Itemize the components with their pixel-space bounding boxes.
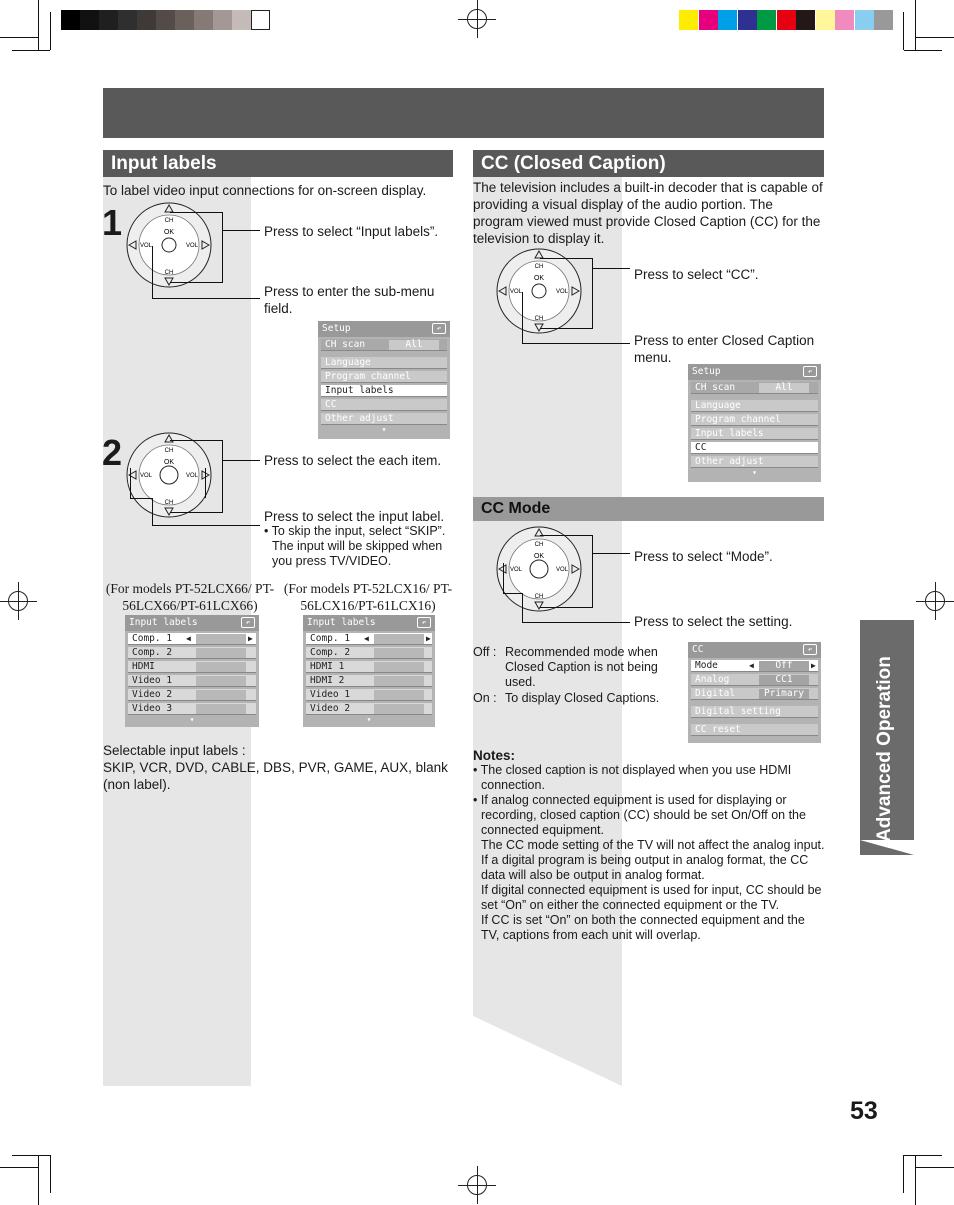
cc-intro: The television includes a built-in decoder that is capable of providing a visual display of the audio portion. The program viewed must provide Closed Caption (CC) for the television to display it. (473, 180, 823, 246)
callout-select-input-labels: Press to select “Input labels”. (264, 224, 439, 239)
crop-mark (50, 1155, 51, 1193)
callout-enter-submenu: Press to enter the sub-menu field. (264, 284, 435, 316)
right-arrow-icon: ▶ (248, 634, 253, 643)
crop-mark (0, 37, 38, 38)
return-icon: ↶ (803, 366, 817, 377)
grayscale-swatch (213, 10, 232, 30)
crop-mark (904, 1155, 942, 1156)
remote-dpad[interactable] (494, 246, 584, 336)
setup-menu-cc: Setup ↶ CH scan All Language Program channel Input labels CC Other adjust ▾ (688, 364, 821, 482)
grayscale-swatch (232, 10, 251, 30)
grayscale-swatch (118, 10, 137, 30)
menu-row-digital[interactable]: Digital Primary (691, 688, 818, 700)
menu-row[interactable]: Language (691, 400, 818, 412)
svg-text:VOL: VOL (139, 473, 153, 479)
svg-text:CH: CH (534, 594, 544, 600)
step-number: 2 (102, 432, 123, 473)
crop-mark (915, 1155, 916, 1205)
return-icon: ↶ (432, 323, 446, 334)
on-description: To display Closed Captions. (505, 691, 660, 705)
menu-row[interactable]: CC (691, 442, 818, 454)
color-swatch (777, 10, 796, 30)
input-label-row[interactable]: Comp. 2 (128, 647, 256, 659)
on-label: On : (473, 691, 497, 705)
svg-text:CH: CH (534, 264, 544, 270)
menu-row[interactable]: Program channel (691, 414, 818, 426)
setup-menu (318, 321, 450, 439)
menu-title: Setup (322, 323, 351, 334)
left-arrow-icon: ◀ (186, 634, 191, 643)
crop-mark (0, 1167, 38, 1168)
notes-list (473, 763, 825, 943)
section-tab (860, 620, 914, 855)
input-labels-menu-left: Input labels ↶ Comp. 1 ◀ ▶ Comp. 2 HDMI Video 1 Video 2 Video 3 ▾ (125, 615, 259, 727)
remote-dpad[interactable] (124, 200, 214, 290)
crop-mark (904, 50, 942, 51)
note-item: If digital connected equipment is used for input, CC should be set “On” on either the connected equipment or the TV. (481, 883, 822, 912)
svg-text:VOL: VOL (185, 473, 199, 479)
remote-dpad[interactable] (124, 430, 214, 520)
note-item: • If analog connected equipment is used for displaying or recording, closed caption (CC) should be set On/Off on the connected equipment. (473, 793, 806, 837)
cc-menu: CC ↶ Mode ◀ Off ▶ Analog CC1 Digital Primary Digital setting CC reset (688, 642, 821, 743)
menu-row-digital-setting[interactable]: Digital setting (691, 706, 818, 718)
menu-row[interactable]: Program channel (321, 371, 447, 383)
input-label-row[interactable]: Video 1 (306, 689, 432, 701)
note-item: The CC mode setting of the TV will not affect the analog input. (481, 838, 825, 852)
input-label-row[interactable]: Video 2 (128, 689, 256, 701)
input-label-row[interactable]: HDMI 2 (306, 675, 432, 687)
crop-mark (916, 1167, 954, 1168)
menu-row-ch-scan[interactable]: CH scan All (691, 382, 818, 394)
crop-mark (38, 0, 39, 50)
callout-select-each-item: Press to select the each item. (264, 453, 442, 468)
color-swatch (699, 10, 718, 30)
crop-mark (916, 37, 954, 38)
registration-mark (925, 591, 945, 611)
svg-text:OK: OK (533, 275, 545, 282)
menu-row-mode[interactable]: Mode ◀ Off ▶ (691, 660, 818, 672)
svg-text:OK: OK (533, 553, 545, 560)
selectable-heading: Selectable input labels : (103, 743, 246, 758)
scroll-down-icon: ▾ (752, 468, 757, 477)
callout-select-mode: Press to select “Mode”. (634, 549, 773, 564)
color-swatch (738, 10, 757, 30)
input-label-row[interactable]: Video 3 (128, 703, 256, 715)
callout-enter-cc: Press to enter Closed Caption menu. (634, 333, 815, 365)
registration-mark (8, 591, 28, 611)
color-swatch (757, 10, 776, 30)
step-number: 1 (102, 202, 123, 243)
crop-mark (915, 0, 916, 50)
section-title-cc: CC (Closed Caption) (473, 150, 824, 177)
off-description: Recommended mode when Closed Caption is not being used. (505, 645, 658, 689)
grayscale-swatch (194, 10, 213, 30)
input-label-row[interactable]: Video 2 (306, 703, 432, 715)
remote-label-ch: CH (164, 270, 174, 276)
menu-row-ch-scan[interactable]: CH scan All (321, 339, 447, 351)
menu-row[interactable]: Other adjust (691, 456, 818, 468)
input-label-row[interactable]: Video 1 (128, 675, 256, 687)
left-arrow-icon: ◀ (364, 634, 369, 643)
registration-mark (467, 9, 487, 29)
right-arrow-icon: ▶ (426, 634, 431, 643)
section-title-input-labels: Input labels (103, 150, 453, 177)
notes-title: Notes: (473, 748, 516, 763)
menu-row[interactable]: Other adjust (321, 413, 447, 425)
grayscale-swatch (175, 10, 194, 30)
svg-text:VOL: VOL (555, 567, 569, 573)
color-swatch (796, 10, 815, 30)
crop-mark (12, 1155, 50, 1156)
callout-select-setting: Press to select the setting. (634, 614, 793, 629)
remote-label-ch: CH (164, 218, 174, 224)
color-swatch (816, 10, 835, 30)
menu-row-cc-reset[interactable]: CC reset (691, 724, 818, 736)
scroll-down-icon: ▾ (189, 715, 195, 724)
grayscale-swatch (80, 10, 99, 30)
note-item: • The closed caption is not displayed when you use HDMI connection. (473, 763, 792, 792)
models-right: (For models PT-52LCX16/ PT-56LCX16/PT-61LCX16) (283, 581, 453, 613)
input-label-row[interactable]: HDMI 1 (306, 661, 432, 673)
menu-row[interactable]: Input labels (691, 428, 818, 440)
input-label-row[interactable]: HDMI (128, 661, 256, 673)
input-labels-menu-right: Input labels ↶ Comp. 1 ◀ ▶ Comp. 2 HDMI 1 HDMI 2 Video 1 Video 2 ▾ (303, 615, 435, 727)
input-label-row[interactable]: Comp. 1 ◀ ▶ (306, 633, 432, 645)
svg-text:VOL: VOL (509, 567, 523, 573)
svg-text:OK: OK (163, 459, 175, 466)
input-label-row[interactable]: Comp. 1 ◀ ▶ (128, 633, 256, 645)
section-tab-label: Advanced Operation (874, 656, 895, 842)
input-label-row[interactable]: Comp. 2 (306, 647, 432, 659)
callout-select-cc: Press to select “CC”. (634, 267, 759, 282)
svg-text:CH: CH (534, 542, 544, 548)
color-swatch (679, 10, 698, 30)
return-icon: ↶ (417, 617, 431, 628)
grayscale-swatch (99, 10, 118, 30)
svg-text:CH: CH (534, 316, 544, 322)
menu-row[interactable]: Input labels (321, 385, 447, 397)
crop-mark (903, 1155, 904, 1193)
remote-label-ok: OK (163, 229, 175, 236)
right-arrow-icon: ▶ (811, 661, 816, 670)
off-label: Off : (473, 645, 497, 659)
color-swatch (874, 10, 893, 30)
grayscale-swatch (61, 10, 80, 30)
header-band (103, 88, 824, 138)
models-left: (For models PT-52LCX66/ PT-56LCX66/PT-61LCX66) (105, 581, 275, 613)
note-item: If CC is set “On” on both the connected equipment and the TV, captions from each unit will overlap. (481, 913, 805, 942)
return-icon: ↶ (241, 617, 255, 628)
return-icon: ↶ (803, 644, 817, 655)
intro-text: To label video input connections for on-screen display. (103, 183, 427, 198)
crop-mark (38, 1155, 39, 1205)
svg-text:VOL: VOL (555, 289, 569, 295)
scroll-down-icon: ▾ (381, 425, 387, 434)
remote-label-vol: VOL (139, 243, 153, 249)
selectable-list: SKIP, VCR, DVD, CABLE, DBS, PVR, GAME, AUX, blank (non label). (103, 760, 448, 792)
svg-text:CH: CH (164, 448, 174, 454)
svg-text:VOL: VOL (509, 289, 523, 295)
skip-note: • To skip the input, select “SKIP”. The input will be skipped when you press TV/VIDEO. (264, 524, 446, 568)
color-swatch (835, 10, 854, 30)
color-swatch (718, 10, 737, 30)
grayscale-swatch (137, 10, 156, 30)
crop-mark (50, 12, 51, 50)
menu-row[interactable]: CC (321, 399, 447, 411)
note-item: If a digital program is being output in analog format, the CC data will also be output in analog format. (481, 853, 809, 882)
section-title-cc-mode: CC Mode (473, 497, 824, 521)
left-arrow-icon: ◀ (749, 661, 754, 670)
crop-mark (12, 50, 50, 51)
color-swatch (855, 10, 874, 30)
grayscale-swatch (156, 10, 175, 30)
page-number: 53 (850, 1097, 878, 1125)
registration-mark (467, 1175, 487, 1195)
menu-row[interactable]: Language (321, 357, 447, 369)
remote-label-vol: VOL (185, 243, 199, 249)
remote-dpad[interactable] (494, 524, 584, 614)
menu-row-analog[interactable]: Analog CC1 (691, 674, 818, 686)
scroll-down-icon: ▾ (366, 715, 372, 724)
crop-mark (903, 12, 904, 50)
svg-text:CH: CH (164, 500, 174, 506)
callout-select-input-label: Press to select the input label. (264, 509, 445, 524)
grayscale-swatch (251, 10, 270, 30)
